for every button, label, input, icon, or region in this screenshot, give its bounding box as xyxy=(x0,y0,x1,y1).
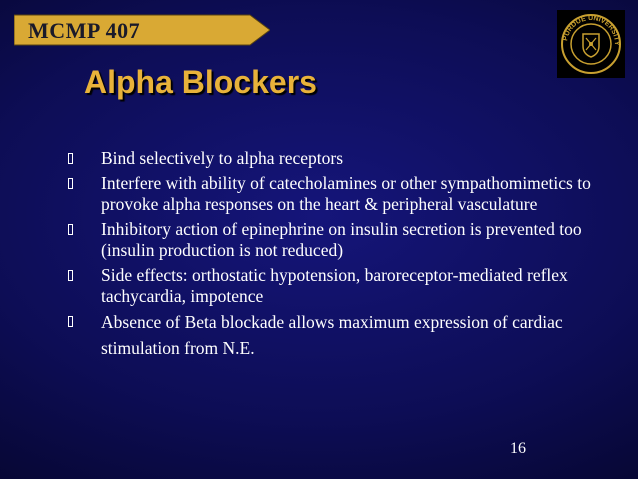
bullet-item xyxy=(68,309,608,361)
bullet-text: Inhibitory action of epinephrine on insulin secretion is prevented too (insulin production is not reduced) xyxy=(101,219,582,260)
page-number: 16 xyxy=(510,440,526,457)
bullet-item xyxy=(68,173,608,215)
bullet-text: Interfere with ability of catecholamines or other sympathomimetics to provoke alpha responses on the heart & peripheral vasculature xyxy=(101,173,591,214)
purdue-university-seal-icon xyxy=(557,10,625,78)
hollow-square-bullet-icon xyxy=(68,270,73,281)
hollow-square-bullet-icon xyxy=(68,153,73,164)
bullet-item xyxy=(68,148,608,169)
course-tag xyxy=(14,14,270,46)
bullet-text: Bind selectively to alpha receptors xyxy=(101,148,344,168)
hollow-square-bullet-icon xyxy=(68,316,73,327)
hollow-square-bullet-icon xyxy=(68,224,73,235)
slide-title: Alpha Blockers xyxy=(84,64,317,100)
bullet-text: Side effects: orthostatic hypotension, baroreceptor-mediated reflex tachycardia, impotence xyxy=(101,265,568,306)
bullet-item xyxy=(68,265,608,307)
bullet-text: Absence of Beta blockade allows maximum expression of cardiac stimulation from N.E. xyxy=(101,312,563,358)
bullet-list xyxy=(68,148,608,365)
hollow-square-bullet-icon xyxy=(68,178,73,189)
course-label: MCMP 407 xyxy=(28,18,141,43)
svg-text:PURDUE UNIVERSITY: PURDUE UNIVERSITY xyxy=(562,14,621,46)
bullet-item xyxy=(68,219,608,261)
